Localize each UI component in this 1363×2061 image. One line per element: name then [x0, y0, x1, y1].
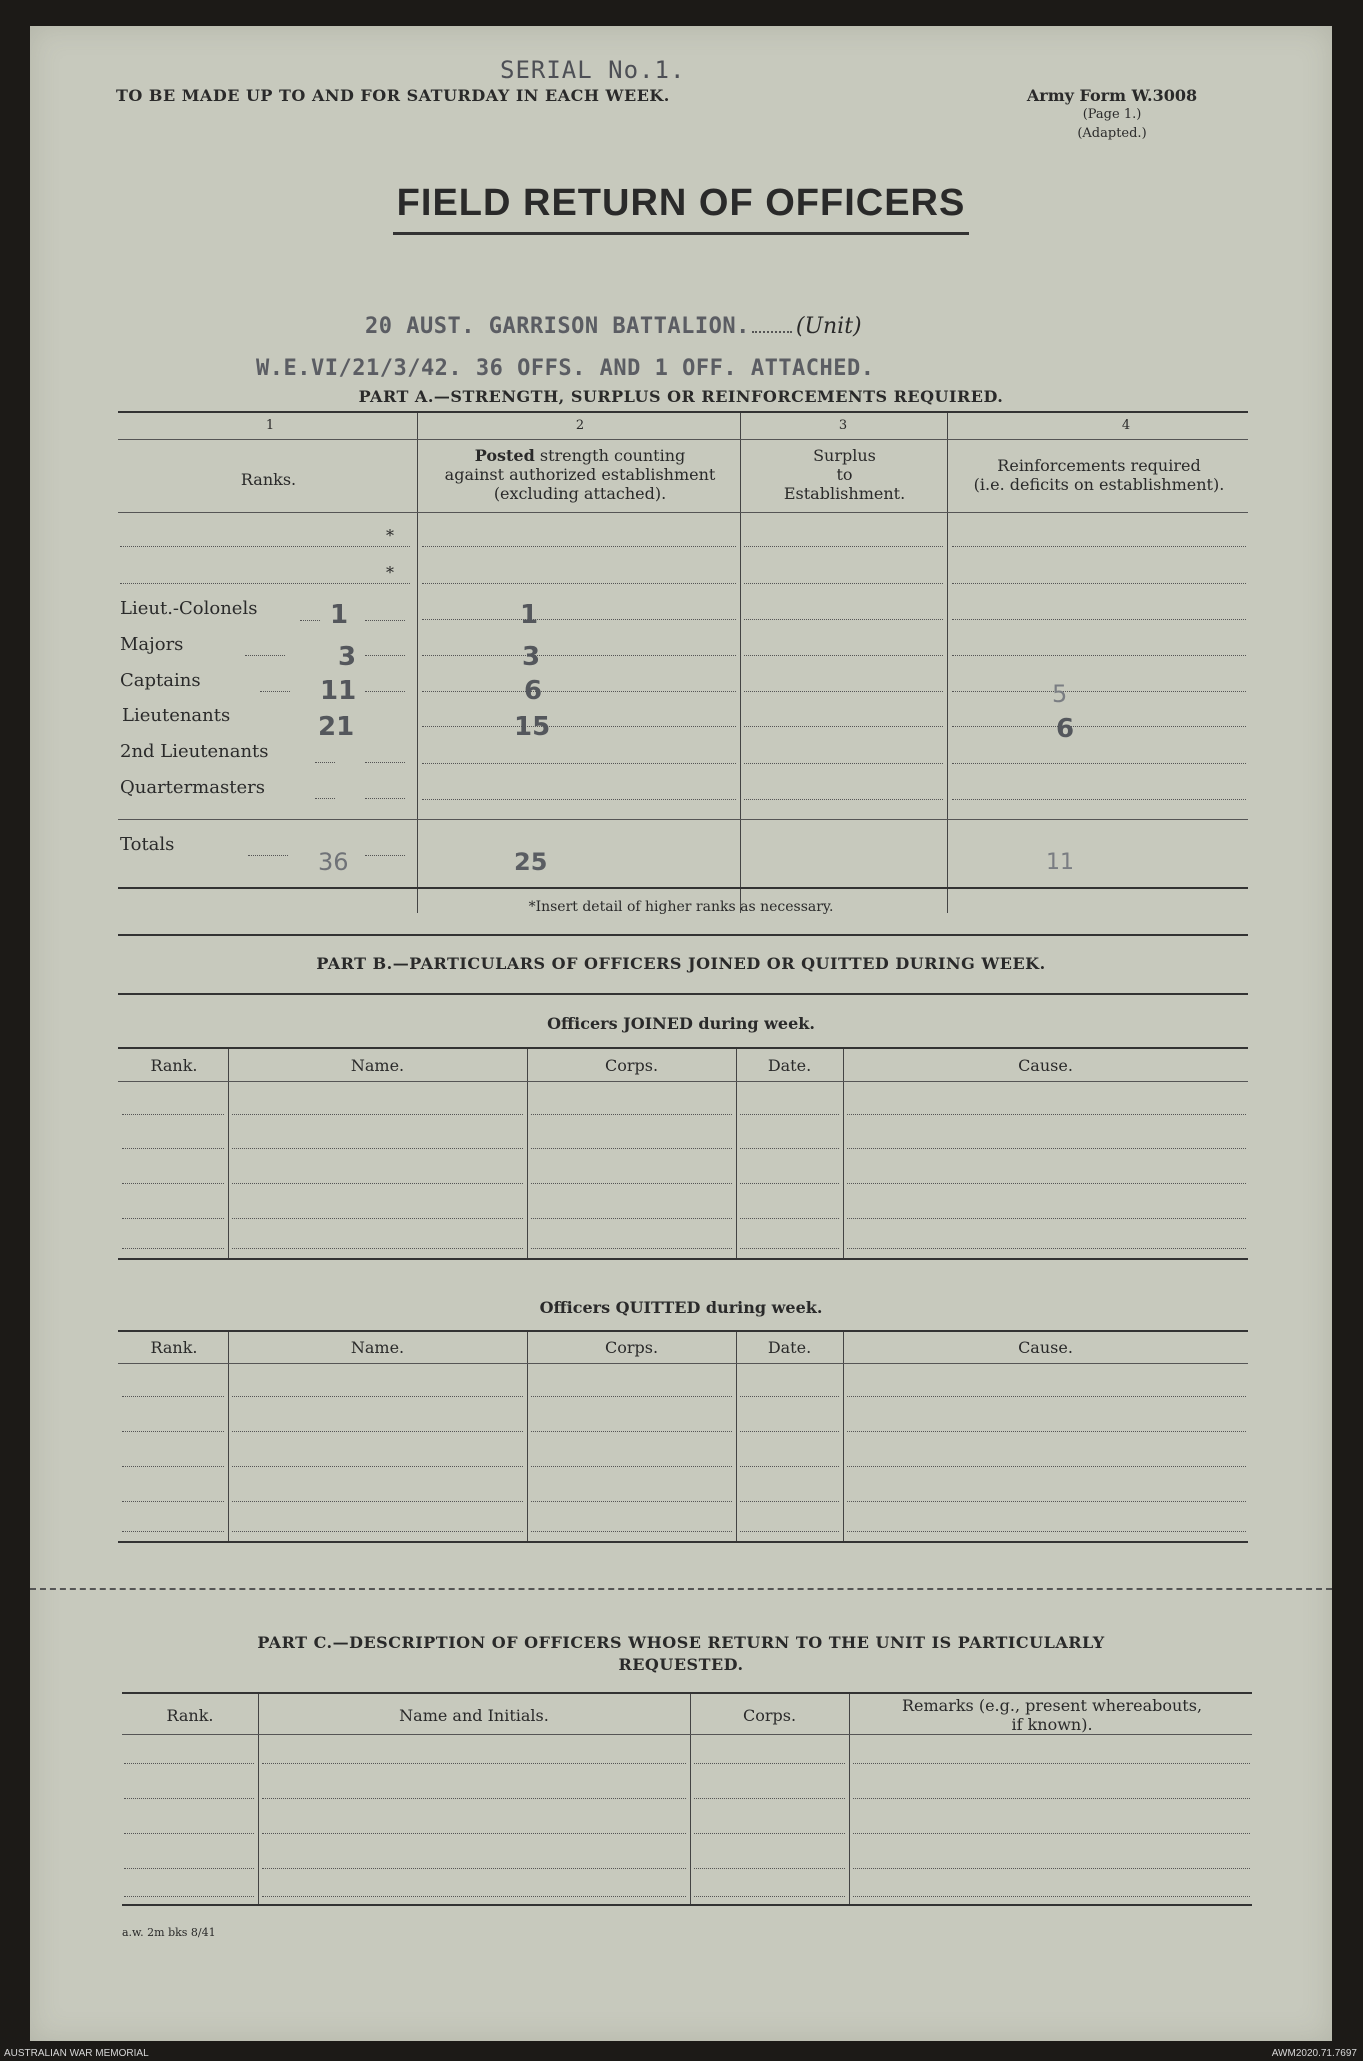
- col-ranks-header: Ranks.: [240, 470, 297, 489]
- joined-header-rule: [118, 1081, 1248, 1082]
- pc-dots-r4-c2: [262, 1868, 686, 1869]
- joined-dots-r3-c3: [531, 1183, 732, 1184]
- joined-col-date: Date.: [767, 1056, 812, 1075]
- make-up-instruction: TO BE MADE UP TO AND FOR SATURDAY IN EACH WEEK.: [116, 86, 670, 105]
- quitted-col-cause: Cause.: [1018, 1338, 1073, 1357]
- joined-dots-r1-c5: [847, 1114, 1246, 1115]
- quitted-dots-r2-c1: [122, 1431, 224, 1432]
- joined-dots-r2-c4: [740, 1148, 839, 1149]
- joined-dots-r3-c5: [847, 1183, 1246, 1184]
- part-a-divider-2: [740, 413, 741, 913]
- rank-dots-2b: [365, 655, 405, 656]
- joined-dots-r4-c3: [531, 1218, 732, 1219]
- printer-imprint: a.w. 2m bks 8/41: [122, 1926, 216, 1939]
- c2-dots-4: [422, 655, 736, 656]
- estab-majors: 3: [338, 642, 357, 672]
- pc-dots-r5-c1: [124, 1896, 254, 1897]
- col-surplus-line1: Surplus: [813, 446, 876, 465]
- c2-dots-8: [422, 799, 736, 800]
- rank-dots-6a: [315, 798, 335, 799]
- archive-caption-right: AWM2020.71.7697: [1271, 2048, 1357, 2059]
- c3-dots-4: [744, 655, 943, 656]
- pc-dots-r3-c3: [694, 1833, 845, 1834]
- rank-dots-5b: [365, 762, 405, 763]
- header-bottom-rule: [118, 512, 1248, 513]
- quitted-col-name: Name.: [350, 1338, 405, 1357]
- col-number-2: 2: [575, 418, 585, 433]
- pc-dots-r2-c4: [853, 1798, 1250, 1799]
- joined-dots-r3-c1: [122, 1183, 224, 1184]
- part-c-remarks-line2: if known).: [1011, 1715, 1093, 1734]
- c2-dots-5: [422, 691, 736, 692]
- col-posted-line2: against authorized establishment: [444, 465, 716, 484]
- rank-majors: Majors: [120, 634, 184, 655]
- part-b-title-rule: [118, 993, 1248, 995]
- c4-dots-4: [952, 655, 1246, 656]
- c2-dots-6: [422, 726, 736, 727]
- c2-dots-3: [422, 619, 736, 620]
- star-row-2-dots: [120, 583, 410, 584]
- c3-dots-8: [744, 799, 943, 800]
- quitted-dots-r2-c5: [847, 1431, 1246, 1432]
- quitted-dots-r4-c5: [847, 1501, 1246, 1502]
- quitted-dots-r4-c1: [122, 1501, 224, 1502]
- joined-dots-r5-c4: [740, 1248, 839, 1249]
- col-number-3: 3: [838, 418, 848, 433]
- c2-dots-2: [422, 583, 736, 584]
- col-posted-line3: (excluding attached).: [493, 484, 667, 503]
- col-reinf-line2: (i.e. deficits on establishment).: [973, 475, 1225, 494]
- rank-quartermasters: Quartermasters: [120, 777, 265, 798]
- col-surplus-line2: to: [836, 465, 853, 484]
- c4-dots-6: [952, 726, 1246, 727]
- col-surplus-header: [742, 446, 947, 503]
- joined-dots-r2-c3: [531, 1148, 732, 1149]
- quitted-dots-r3-c3: [531, 1466, 732, 1467]
- pc-dots-r4-c3: [694, 1868, 845, 1869]
- part-a-bottom-rule: [118, 887, 1248, 889]
- joined-title: Officers JOINED during week.: [547, 1014, 815, 1033]
- quitted-top-rule: [118, 1330, 1248, 1332]
- col-posted-header: [420, 446, 740, 503]
- part-b-title: PART B.—PARTICULARS OF OFFICERS JOINED OR QUITTED DURING WEEK.: [316, 954, 1046, 973]
- part-c-bottom-rule: [122, 1904, 1252, 1906]
- c4-dots-3: [952, 619, 1246, 620]
- col-posted-bold: Posted: [474, 446, 535, 465]
- quitted-dots-r3-c1: [122, 1466, 224, 1467]
- total-posted: 25: [514, 848, 548, 876]
- joined-dots-r2-c5: [847, 1148, 1246, 1149]
- star-row-2-mark: *: [386, 563, 394, 582]
- pc-dots-r1-c1: [124, 1763, 254, 1764]
- totals-label: Totals: [120, 834, 175, 855]
- joined-col-corps: Corps.: [604, 1056, 659, 1075]
- joined-dots-r4-c2: [232, 1218, 523, 1219]
- rank-lieut-colonels: Lieut.-Colonels: [120, 598, 258, 619]
- c3-dots-5: [744, 691, 943, 692]
- part-c-remarks-line1: Remarks (e.g., present whereabouts,: [901, 1696, 1203, 1715]
- col-posted-rest: strength counting: [534, 446, 686, 465]
- c3-dots-3: [744, 619, 943, 620]
- c4-dots-5: [952, 691, 1246, 692]
- part-c-divider-1: [258, 1694, 259, 1904]
- part-c-header-rule: [122, 1734, 1252, 1735]
- joined-dots-r5-c3: [531, 1248, 732, 1249]
- archive-caption-left: AUSTRALIAN WAR MEMORIAL: [4, 2048, 149, 2059]
- pc-dots-r1-c4: [853, 1763, 1250, 1764]
- joined-dots-r1-c4: [740, 1114, 839, 1115]
- totals-dots-a: [248, 855, 288, 856]
- c3-dots-1: [744, 546, 943, 547]
- part-c-col-remarks: [852, 1696, 1252, 1734]
- rank-dots-5a: [315, 762, 335, 763]
- posted-captains: 6: [524, 676, 543, 706]
- pc-dots-r4-c4: [853, 1868, 1250, 1869]
- totals-top-rule: [118, 819, 1248, 820]
- page-title: [30, 182, 1332, 225]
- joined-col-name: Name.: [350, 1056, 405, 1075]
- part-c-divider-3: [849, 1694, 850, 1904]
- reinf-captains: 5: [1052, 680, 1068, 708]
- part-b-top-rule: [118, 934, 1248, 936]
- pc-dots-r1-c2: [262, 1763, 686, 1764]
- quitted-col-corps: Corps.: [604, 1338, 659, 1357]
- quitted-dots-r1-c5: [847, 1396, 1246, 1397]
- pc-dots-r3-c1: [124, 1833, 254, 1834]
- quitted-col-rank: Rank.: [150, 1338, 198, 1357]
- pc-dots-r2-c1: [124, 1798, 254, 1799]
- quitted-col-date: Date.: [767, 1338, 812, 1357]
- col-number-4: 4: [1121, 418, 1131, 433]
- joined-top-rule: [118, 1047, 1248, 1049]
- quitted-bottom-rule: [118, 1541, 1248, 1543]
- col-posted-line1: [420, 446, 740, 465]
- part-a-top-rule: [118, 411, 1248, 413]
- rank-lieutenants: Lieutenants: [122, 705, 231, 726]
- part-c-divider-2: [690, 1694, 691, 1904]
- rank-dots-2a: [245, 655, 285, 656]
- totals-dots-b: [365, 855, 405, 856]
- quitted-dots-r1-c2: [232, 1396, 523, 1397]
- total-reinf: 11: [1046, 850, 1074, 875]
- adapted-label: (Adapted.): [1077, 126, 1147, 141]
- unit-line: [365, 314, 862, 339]
- joined-dots-r4-c1: [122, 1218, 224, 1219]
- joined-dots-r3-c4: [740, 1183, 839, 1184]
- col-reinforcements-header: [950, 456, 1248, 494]
- joined-dots-r1-c1: [122, 1114, 224, 1115]
- part-c-title-line2: REQUESTED.: [618, 1655, 744, 1674]
- joined-dots-r2-c1: [122, 1148, 224, 1149]
- joined-col-rank: Rank.: [150, 1056, 198, 1075]
- quitted-dots-r5-c2: [232, 1531, 523, 1532]
- pc-dots-r2-c2: [262, 1798, 686, 1799]
- quitted-dots-r3-c2: [232, 1466, 523, 1467]
- rank-2nd-lieutenants: 2nd Lieutenants: [120, 741, 269, 762]
- pc-dots-r2-c3: [694, 1798, 845, 1799]
- unit-label: (Unit): [795, 314, 862, 339]
- quitted-dots-r1-c1: [122, 1396, 224, 1397]
- col-surplus-line3: Establishment.: [783, 484, 906, 503]
- joined-dots-r4-c4: [740, 1218, 839, 1219]
- joined-bottom-rule: [118, 1258, 1248, 1260]
- pc-dots-r5-c2: [262, 1896, 686, 1897]
- pc-dots-r1-c3: [694, 1763, 845, 1764]
- c3-dots-6: [744, 726, 943, 727]
- quitted-dots-r5-c3: [531, 1531, 732, 1532]
- pc-dots-r5-c4: [853, 1896, 1250, 1897]
- unit-dots: [752, 331, 792, 333]
- quitted-header-rule: [118, 1363, 1248, 1364]
- tear-line: [30, 1588, 1332, 1590]
- quitted-title: Officers QUITTED during week.: [539, 1298, 823, 1317]
- c4-dots-8: [952, 799, 1246, 800]
- star-row-1-dots: [120, 546, 410, 547]
- page-label: (Page 1.): [1082, 107, 1142, 122]
- joined-dots-r5-c5: [847, 1248, 1246, 1249]
- joined-dots-r5-c2: [232, 1248, 523, 1249]
- rank-dots-1a: [300, 620, 320, 621]
- quitted-dots-r5-c1: [122, 1531, 224, 1532]
- quitted-dots-r1-c3: [531, 1396, 732, 1397]
- joined-col-cause: Cause.: [1018, 1056, 1073, 1075]
- pc-dots-r3-c2: [262, 1833, 686, 1834]
- title-text: FIELD RETURN OF OFFICERS: [393, 182, 970, 235]
- joined-dots-r1-c2: [232, 1114, 523, 1115]
- quitted-dots-r4-c4: [740, 1501, 839, 1502]
- rank-dots-6b: [365, 798, 405, 799]
- footnote: *Insert detail of higher ranks as necessary.: [528, 899, 834, 915]
- c3-dots-7: [744, 763, 943, 764]
- star-row-1-mark: *: [386, 526, 394, 545]
- rank-dots-3b: [365, 691, 405, 692]
- reinf-lieutenants: 6: [1056, 714, 1075, 744]
- part-c-title: [30, 1632, 1332, 1676]
- col-number-rule: [118, 439, 1248, 440]
- rank-captains: Captains: [120, 670, 201, 691]
- quitted-dots-r2-c2: [232, 1431, 523, 1432]
- quitted-dots-r5-c4: [740, 1531, 839, 1532]
- quitted-dots-r2-c4: [740, 1431, 839, 1432]
- army-form-number: [992, 86, 1232, 143]
- serial-number: SERIAL No.1.: [500, 56, 686, 84]
- part-a-divider-3: [947, 413, 948, 913]
- c2-dots-7: [422, 763, 736, 764]
- total-estab: 36: [318, 848, 349, 876]
- pc-dots-r3-c4: [853, 1833, 1250, 1834]
- joined-dots-r2-c2: [232, 1148, 523, 1149]
- quitted-dots-r3-c4: [740, 1466, 839, 1467]
- quitted-dots-r4-c2: [232, 1501, 523, 1502]
- joined-dots-r3-c2: [232, 1183, 523, 1184]
- c4-dots-1: [952, 546, 1246, 547]
- part-a-title: PART A.—STRENGTH, SURPLUS OR REINFORCEMENTS REQUIRED.: [358, 387, 1004, 406]
- col-reinf-line1: Reinforcements required: [997, 456, 1201, 475]
- part-a-divider-1: [417, 413, 418, 913]
- part-c-title-line1: PART C.—DESCRIPTION OF OFFICERS WHOSE RETURN TO THE UNIT IS PARTICULARLY: [257, 1633, 1105, 1652]
- estab-captains: 11: [320, 676, 357, 706]
- c2-dots-1: [422, 546, 736, 547]
- part-c-col-rank: Rank.: [166, 1706, 214, 1725]
- war-establishment-line: W.E.VI/21/3/42. 36 OFFS. AND 1 OFF. ATTACHED.: [256, 356, 875, 381]
- estab-lieut-colonels: 1: [330, 600, 349, 630]
- perforation-edge: [1330, 26, 1338, 2041]
- rank-dots-3a: [260, 691, 290, 692]
- joined-dots-r5-c1: [122, 1248, 224, 1249]
- joined-dots-r4-c5: [847, 1218, 1246, 1219]
- quitted-dots-r4-c3: [531, 1501, 732, 1502]
- rank-dots-1b: [365, 620, 405, 621]
- pc-dots-r5-c3: [694, 1896, 845, 1897]
- joined-dots-r1-c3: [531, 1114, 732, 1115]
- c4-dots-2: [952, 583, 1246, 584]
- quitted-dots-r5-c5: [847, 1531, 1246, 1532]
- part-c-col-name: Name and Initials.: [399, 1706, 549, 1725]
- quitted-dots-r2-c3: [531, 1431, 732, 1432]
- army-form-label: Army Form W.3008: [1026, 86, 1198, 105]
- posted-lieut-colonels: 1: [520, 600, 539, 630]
- pc-dots-r4-c1: [124, 1868, 254, 1869]
- posted-lieutenants: 15: [514, 712, 551, 742]
- form-page: [30, 26, 1332, 2041]
- part-c-top-rule: [122, 1692, 1252, 1694]
- estab-lieutenants: 21: [318, 712, 355, 742]
- quitted-dots-r3-c5: [847, 1466, 1246, 1467]
- c4-dots-7: [952, 763, 1246, 764]
- part-c-col-corps: Corps.: [742, 1706, 797, 1725]
- posted-majors: 3: [522, 642, 541, 672]
- c3-dots-2: [744, 583, 943, 584]
- unit-name: 20 AUST. GARRISON BATTALION.: [365, 314, 750, 339]
- quitted-dots-r1-c4: [740, 1396, 839, 1397]
- col-number-1: 1: [265, 418, 275, 433]
